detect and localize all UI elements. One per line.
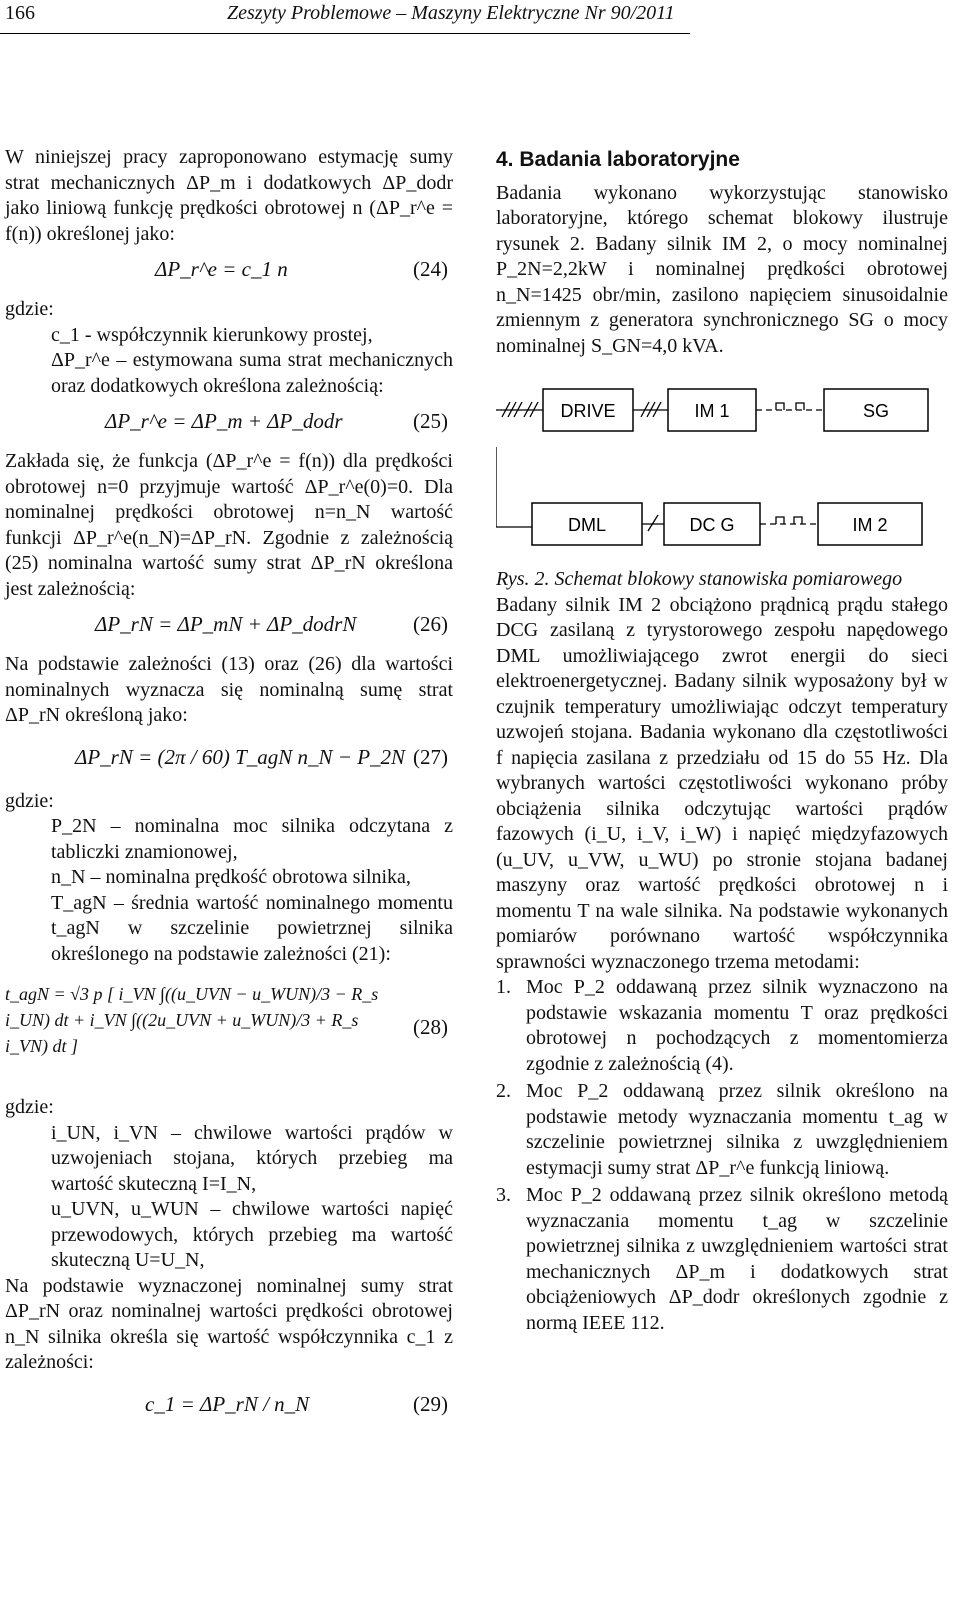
method-number-2: 2. <box>496 1080 511 1102</box>
c1-definition: c_1 - współczynnik kierunkowy prostej, <box>51 323 373 346</box>
tests-paragraph: Badany silnik IM 2 obciążono prądnicą prądu stałego DCG zasilaną z tyrystorowego zespołu napędowego DML umożliwiającego zwrot energii do sieci elektroenergetycznej. Badany silnik wyposażony był w czujnik temperatury umożliwiając odczyt temperatury uzwojeń stojana. Badania wykonano dla częstotliwości f napięcia zasilana z przedziału od 15 do 55 Hz. Dla wybranych wartości częstotliwości wykonano próby obciążenia silnika odczytując wartości prądów fazowych (i_U, i_V, i_W) i napięć międzyfazowych (u_UV, u_VW, u_WU) po stronie stojana badanej maszyny oraz wartość prędkości obrotowej n i momentu T na wale silnika. Na podstawie wykonanych pomiarów porównano wartość współczynnika sprawności wyznaczonego trzema metodami: <box>496 593 948 973</box>
method-number-1: 1. <box>496 976 511 998</box>
tagn-definition: T_agN – średnia wartość nominalnego momentu t_agN w szczelinie powietrznej silnika określonego na podstawie zależności (21): <box>51 891 453 965</box>
section-title: 4. Badania laboratoryjne <box>496 148 740 171</box>
where-label-2: gdzie: <box>5 789 54 812</box>
dpre-definition: ΔP_r^e – estymowana suma strat mechanicznych oraz dodatkowych określona zależnością: <box>51 349 453 397</box>
assumption-paragraph: Zakłada się, że funkcja (ΔP_r^e = f(n)) dla prędkości obrotowej n=0 przyjmuje wartość ΔP_r^e(0)=0. Dla nominalnej prędkości obrotowej n=n_N wartość funkcji ΔP_r^e(n_N)=ΔP_rN. Zgodnie z zależnością (25) nominalna wartość sumy strat ΔP_rN określona jest zależnością: <box>5 450 453 600</box>
equation-28 <box>5 971 453 1091</box>
equation-25-body: ΔP_r^e = ΔP_m + ΔP_dodr <box>105 409 343 433</box>
equation-25-number: (25) <box>413 409 448 433</box>
equation-28-number: (28) <box>413 1015 448 1039</box>
where-label-3: gdzie: <box>5 1096 54 1118</box>
intro-paragraph: W niniejszej pracy zaproponowano estymację sumy strat mechanicznych ΔP_m i dodatkowych ΔP_dodr jako liniową funkcję prędkości obrotowej n (ΔP_r^e = f(n)) określonej jako: <box>5 146 453 245</box>
method-item-3 <box>496 1183 948 1336</box>
equation-24 <box>5 251 453 293</box>
im2-label: IM 2 <box>852 515 888 535</box>
sg-label: SG <box>862 401 890 421</box>
equation-27 <box>5 733 453 785</box>
nn-definition: n_N – nominalna prędkość obrotowa silnika, <box>51 866 411 888</box>
method-number-3: 3. <box>496 1184 511 1206</box>
p2n-definition: P_2N – nominalna moc silnika odczytana z tabliczki znamionowej, <box>51 815 453 863</box>
methods-list <box>496 975 948 1336</box>
lab-paragraph: Badania wykonano wykorzystując stanowisko laboratoryjne, którego schemat blokowy ilustruje rysunek 2. Badany silnik IM 2, o mocy nominalnej P_2N=2,2kW i nominalnej prędkości obrotowej n_N=1425 obr/min, zasilono napięciem sinusoidalnie zmiennym z generatora synchronicznego SG o mocy nominalnej S_GN=4,0 kVA. <box>496 181 948 357</box>
im1-label: IM 1 <box>694 401 730 421</box>
equation-26-number: (26) <box>413 612 448 636</box>
nominal-sum-paragraph: Na podstawie zależności (13) oraz (26) dla wartości nominalnych wyznacza się nominalną sumę strat ΔP_rN określoną jako: <box>5 653 453 726</box>
figure-caption: Rys. 2. Schemat blokowy stanowiska pomiarowego <box>496 568 903 590</box>
equation-25 <box>5 403 453 445</box>
equation-26 <box>5 606 453 648</box>
equation-26-body: ΔP_rN = ΔP_mN + ΔP_dodrN <box>95 612 357 636</box>
journal-title: Zeszyty Problemowe – Maszyny Elektryczne Nr 90/2011 <box>227 2 675 24</box>
equation-28-body: t_agN = √3 p [ i_VN ∫((u_UVN − u_WUN)/3 − R_s i_UN) dt + i_VN ∫((2u_UVN + u_WUN)/3 + R_s i_VN) dt ] <box>5 984 379 1056</box>
block-diagram <box>496 377 948 567</box>
uuvn-definition: u_UVN, u_WUN – chwilowe wartości napięć przewodowych, których przebieg ma wartość skuteczną U=U_N, <box>51 1198 453 1271</box>
iun-definition: i_UN, i_VN – chwilowe wartości prądów w uzwojeniach stojana, których przebieg ma wartość skuteczną I=I_N, <box>51 1121 453 1195</box>
page-number: 166 <box>5 2 35 24</box>
equation-24-body: ΔP_r^e = c_1 n <box>155 257 288 281</box>
header-rule <box>0 33 690 34</box>
method-text-1: Moc P_2 oddawaną przez silnik wyznaczono na podstawie wskazania momentu T oraz prędkości obrotowej n pochodzących z momentomierza zgodnie z zależnością (4). <box>526 976 948 1075</box>
c1-paragraph: Na podstawie wyznaczonej nominalnej sumy strat ΔP_rN oraz nominalnej wartości prędkości obrotowej n_N silnika określa się wartość współczynnika c_1 z zależności: <box>5 1274 453 1373</box>
equation-29-number: (29) <box>413 1391 448 1416</box>
method-item-2 <box>496 1079 948 1181</box>
dcg-label: DC G <box>689 515 735 535</box>
left-column <box>5 145 453 1436</box>
equation-29-body: c_1 = ΔP_rN / n_N <box>145 1391 310 1416</box>
method-item-1 <box>496 975 948 1077</box>
right-column <box>496 147 948 1338</box>
method-text-3: Moc P_2 oddawaną przez silnik określono metodą wyznaczania momentu t_ag w szczelinie powietrznej silnika z uwzględnieniem wartości strat mechanicznych ΔP_m i dodatkowych strat obciążeniowych ΔP_dodr określonych zgodnie z normą IEEE 112. <box>526 1184 948 1334</box>
page-header <box>0 0 960 40</box>
equation-24-number: (24) <box>413 257 448 281</box>
equation-29 <box>5 1380 453 1432</box>
equation-27-number: (27) <box>413 744 448 769</box>
dml-label: DML <box>567 515 607 535</box>
drive-label: DRIVE <box>560 401 616 421</box>
where-label: gdzie: <box>5 298 54 320</box>
method-text-2: Moc P_2 oddawaną przez silnik określono na podstawie metody wyznaczania momentu t_ag w szczelinie powietrznej silnika z uwzględnieniem estymacji sumy strat ΔP_r^e funkcją liniową. <box>526 1080 948 1179</box>
equation-27-body: ΔP_rN = (2π / 60) T_agN n_N − P_2N <box>75 744 406 769</box>
